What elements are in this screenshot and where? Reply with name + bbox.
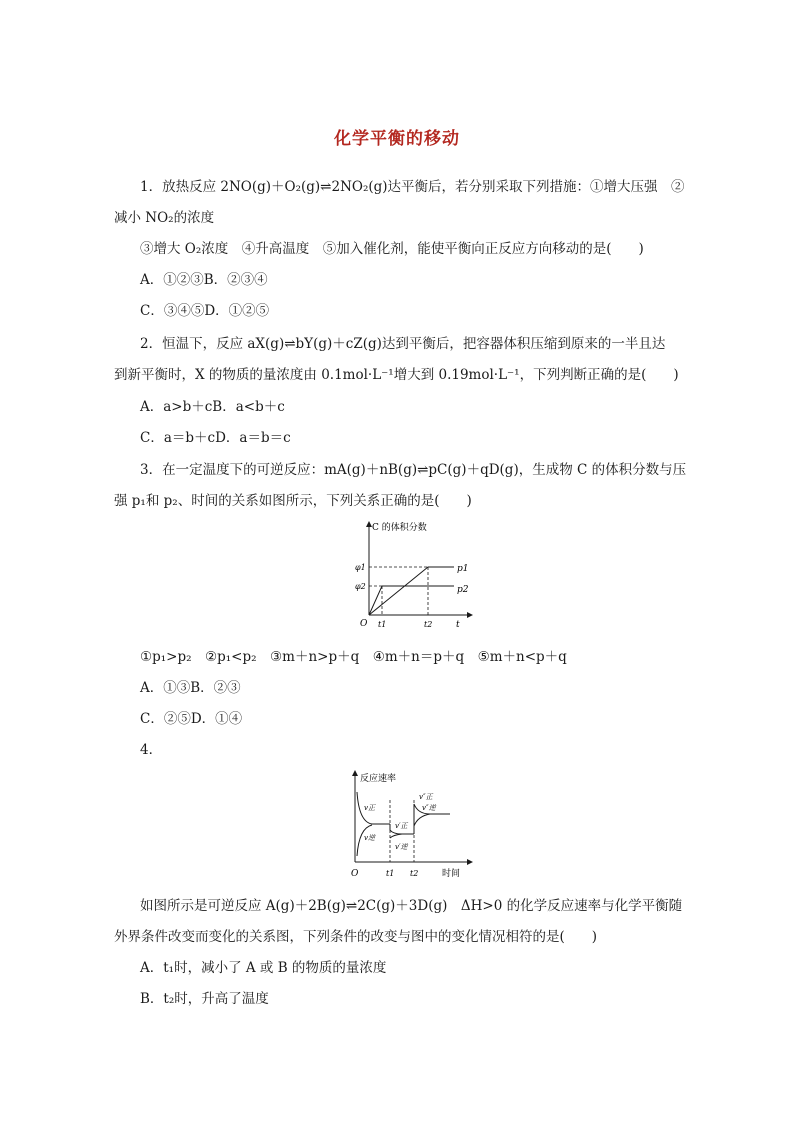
q4-v1-rev-label: v′逆 <box>395 843 408 851</box>
q2-stem-line-2: 到新平衡时，X 的物质的量浓度由 0.1mol·L⁻¹增大到 0.19mol·L⁻¹，下列判断正确的是( ) <box>114 367 679 383</box>
q1-stem-line-3: ③增大 O₂浓度 ④升高温度 ⑤加入催化剂，能使平衡向正反应方向移动的是( ) <box>140 241 644 257</box>
q2-options-cd: C．a＝b＋cD．a＝b＝c <box>140 430 291 446</box>
q3-figure <box>350 520 480 632</box>
q3-t1-label: t1 <box>378 620 387 629</box>
q4-option-a: A．t₁时，减小了 A 或 B 的物质的量浓度 <box>140 960 387 976</box>
q4-v2-fwd-label: v″正 <box>419 793 433 801</box>
q3-y-label: C 的体积分数 <box>372 523 427 533</box>
q4-curve-v1-rev <box>390 834 402 838</box>
q4-x-label: 时间 <box>442 869 461 879</box>
q3-phi2-label: φ2 <box>355 582 366 591</box>
q4-stem-line-1: 如图所示是可逆反应 A(g)＋2B(g)⇌2C(g)＋3D(g) ΔH>0 的化学反应速率与化学平衡随 <box>140 898 683 914</box>
q1-stem-line-2: 减小 NO₂的浓度 <box>114 210 215 226</box>
q2-stem-line-1: 2．恒温下，反应 aX(g)⇌bY(g)＋cZ(g)达到平衡后，把容器体积压缩到原来的一半且达 <box>140 336 666 352</box>
q1-options-cd: C．③④⑤D．①②⑤ <box>140 303 270 319</box>
q4-v-rev-label: v逆 <box>364 834 375 842</box>
q4-t1-label: t1 <box>386 869 395 878</box>
q4-figure <box>346 770 476 880</box>
q4-origin-label: O <box>351 869 359 879</box>
q3-options-ab: A．①③B．②③ <box>140 680 241 696</box>
q3-p1-label: p1 <box>457 564 469 574</box>
q4-option-b: B．t₂时，升高了温度 <box>140 991 269 1007</box>
q4-number: 4． <box>140 742 163 758</box>
q1-stem-line-1: 1．放热反应 2NO(g)＋O₂(g)⇌2NO₂(g)达平衡后，若分别采取下列措施：①增大压强 ② <box>140 179 685 195</box>
q3-stem-line-1: 3．在一定温度下的可逆反应：mA(g)＋nB(g)⇌pC(g)＋qD(g)，生成物 C 的体积分数与压 <box>140 462 687 478</box>
q4-t2-label: t2 <box>410 869 419 878</box>
q4-y-label: 反应速率 <box>360 774 397 784</box>
q3-stem-line-2: 强 p₁和 p₂、时间的关系如图所示，下列关系正确的是( ) <box>114 493 472 509</box>
q3-t2-label: t2 <box>424 620 433 629</box>
q1-options-ab: A．①②③B．②③④ <box>140 272 268 288</box>
q4-stem-line-2: 外界条件改变而变化的关系图，下列条件的改变与图中的变化情况相符的是( ) <box>114 929 598 945</box>
q3-choices: ①p₁>p₂ ②p₁<p₂ ③m＋n>p＋q ④m＋n＝p＋q ⑤m＋n<p＋q <box>140 649 567 665</box>
q3-options-cd: C．②⑤D．①④ <box>140 711 243 727</box>
q3-phi1-label: φ1 <box>355 563 366 572</box>
q3-t-label: t <box>456 620 460 630</box>
q3-origin-label: O <box>360 619 368 629</box>
page-title: 化学平衡的移动 <box>334 129 460 149</box>
q2-options-ab: A．a>b＋cB．a<b＋c <box>140 399 285 415</box>
q3-curve-p2 <box>369 586 454 615</box>
q3-p2-label: p2 <box>457 585 469 595</box>
q4-curve-v2-rev <box>414 814 430 826</box>
q4-v-fwd-label: v正 <box>364 804 375 812</box>
q4-v2-rev-label: v″逆 <box>422 804 436 812</box>
q4-v1-fwd-label: v′正 <box>395 822 408 830</box>
